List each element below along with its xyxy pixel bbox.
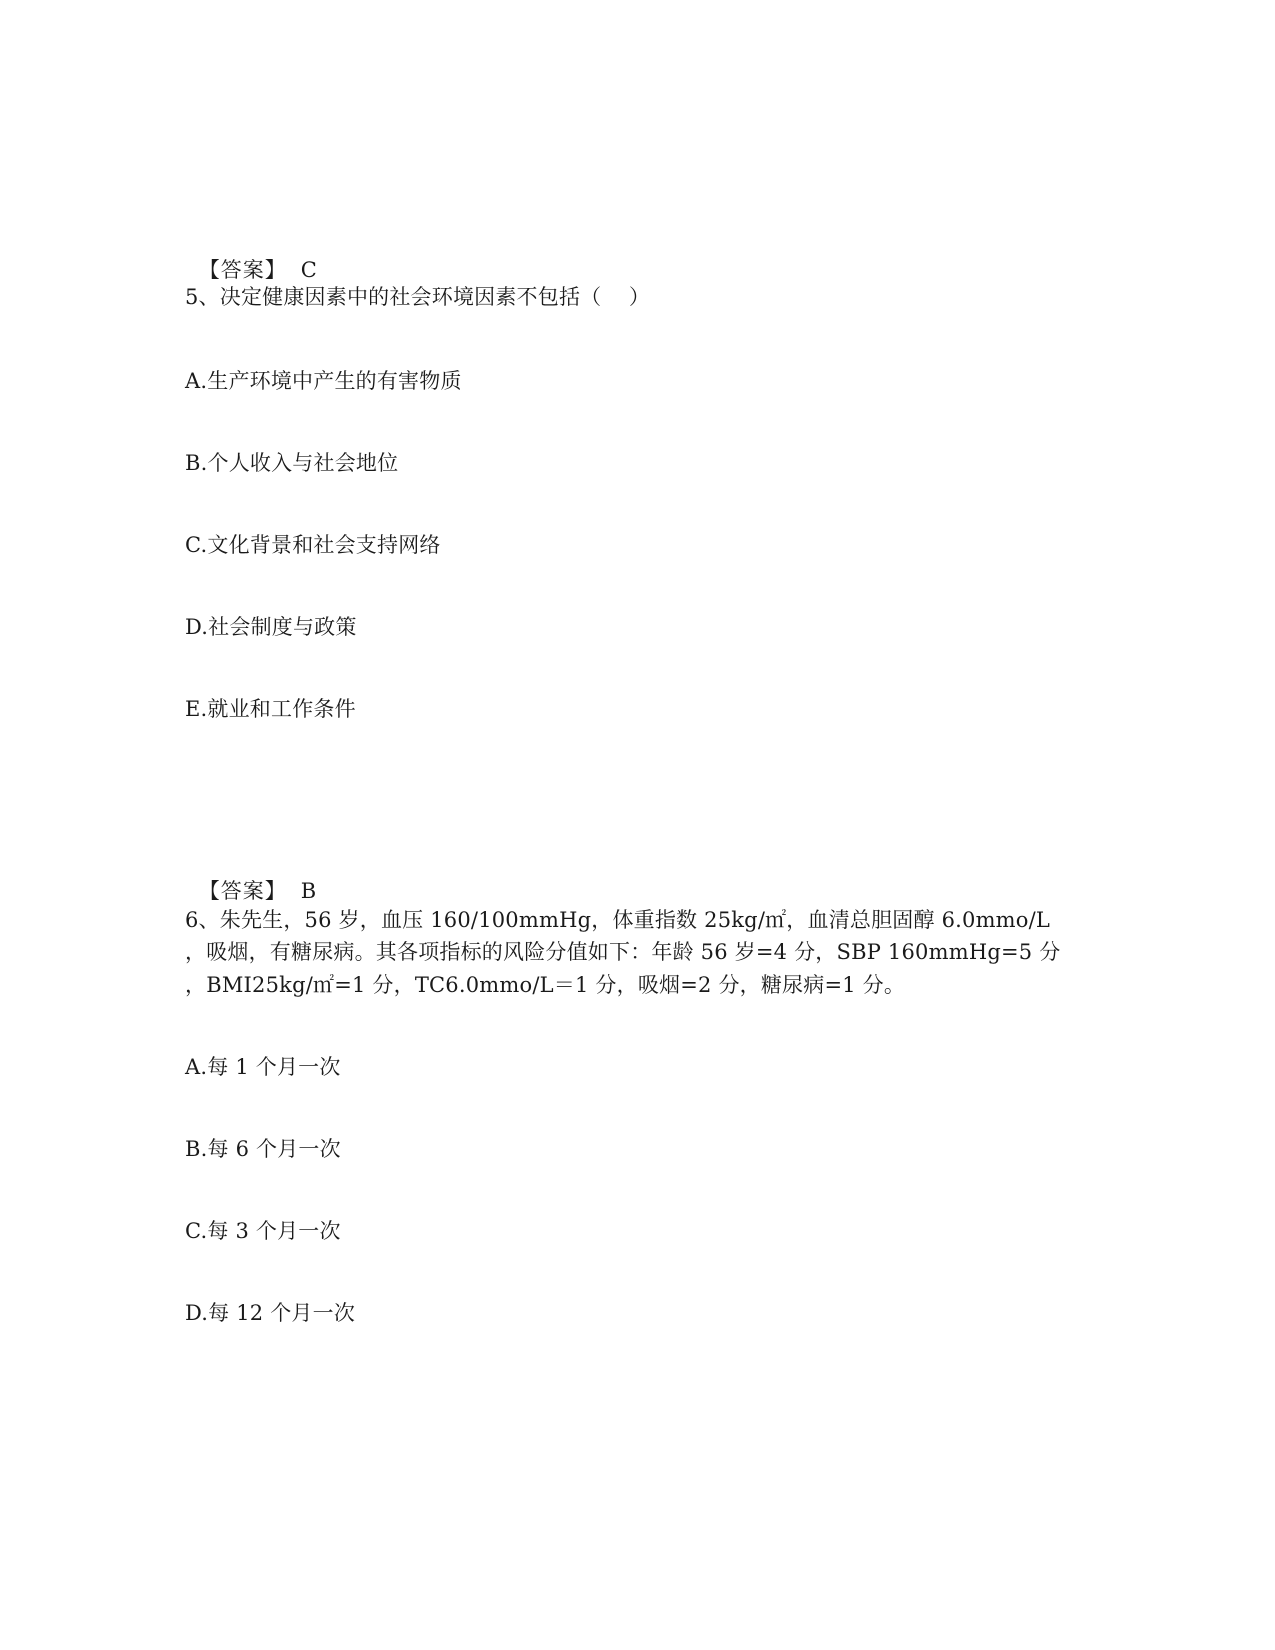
- q5-option-e: E.就业和工作条件: [185, 697, 356, 721]
- q5-option-a: A.生产环境中产生的有害物质: [185, 369, 462, 393]
- answer-label: 【答案】: [198, 258, 287, 282]
- q6-option-d: D.每 12 个月一次: [185, 1301, 356, 1325]
- q5-option-b: B.个人收入与社会地位: [185, 451, 399, 475]
- q6-option-b: B.每 6 个月一次: [185, 1137, 341, 1161]
- q6-option-a: A.每 1 个月一次: [185, 1055, 341, 1079]
- q5-option-c: C.文化背景和社会支持网络: [185, 533, 441, 557]
- question-6-stem-line-1: 6、朱先生，56 岁，血压 160/100mmHg，体重指数 25kg/㎡，血清总胆固醇 6.0mmo/L: [185, 908, 1051, 932]
- q5-option-d: D.社会制度与政策: [185, 615, 357, 639]
- q6-option-c: C.每 3 个月一次: [185, 1219, 341, 1243]
- answer-value: C: [300, 258, 318, 282]
- answer-line-q5: [185, 855, 316, 903]
- question-6-stem-line-3: ，BMI25kg/㎡=1 分，TC6.0mmo/L＝1 分，吸烟=2 分，糖尿病=1 分。: [185, 973, 906, 997]
- answer-line-q4: [185, 234, 317, 282]
- question-6-stem-line-2: ，吸烟，有糖尿病。其各项指标的风险分值如下：年龄 56 岁=4 分，SBP 160mmHg=5 分: [185, 940, 1061, 964]
- answer-value: B: [300, 879, 317, 903]
- question-5-stem: 5、决定健康因素中的社会环境因素不包括（ ）: [185, 285, 651, 309]
- answer-label: 【答案】: [198, 879, 287, 903]
